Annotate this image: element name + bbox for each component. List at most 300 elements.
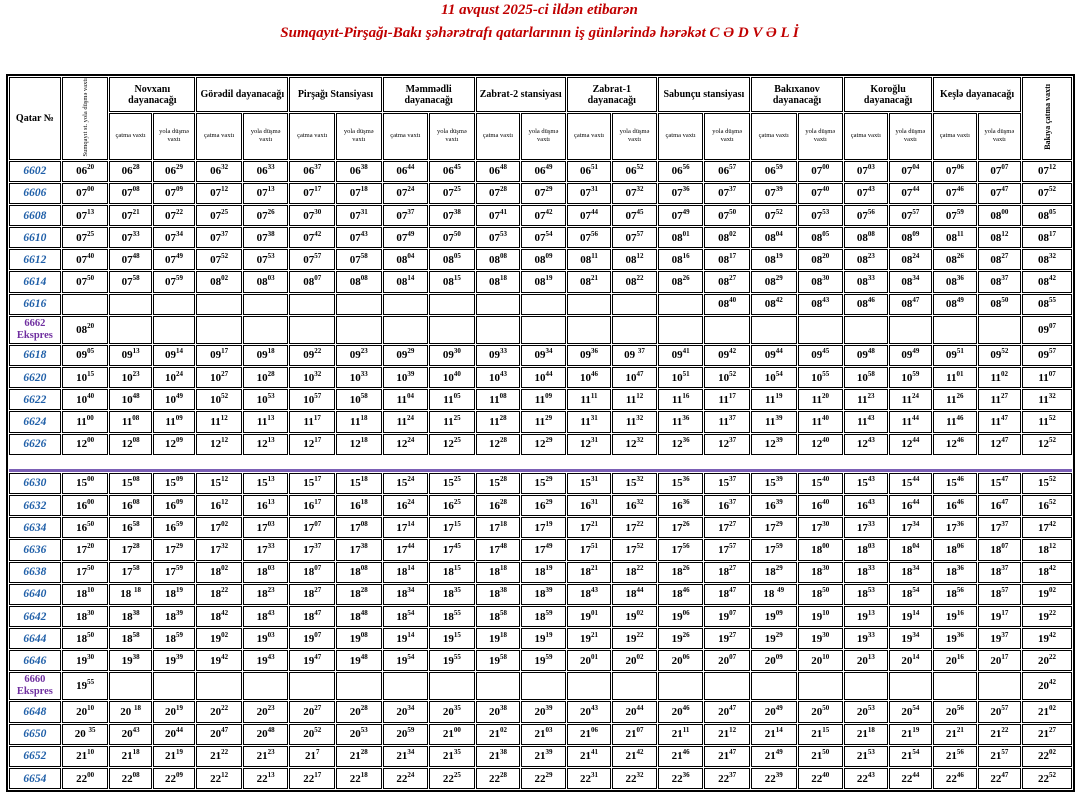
time-hour: 20 <box>210 706 222 719</box>
time-minute: 46 <box>682 748 690 757</box>
train-row <box>9 539 1072 560</box>
time-hour: 20 <box>856 706 868 719</box>
time-hour: 12 <box>1038 438 1050 451</box>
time-hour: 20 <box>764 654 776 667</box>
time-hour: 07 <box>210 187 222 200</box>
time-cell <box>844 183 888 204</box>
time-cell <box>289 539 335 560</box>
time-cell <box>289 411 335 432</box>
time-minute: 58 <box>867 369 875 378</box>
time-cell <box>336 562 382 583</box>
time-cell <box>751 316 797 344</box>
time-hour: 18 <box>121 632 133 645</box>
time-cell <box>383 495 429 516</box>
time-minute: 37 <box>314 541 322 550</box>
time-minute: 24 <box>407 185 415 194</box>
time-minute: 54 <box>912 704 920 713</box>
time-minute: 34 <box>912 564 920 573</box>
time-minute: 42 <box>1049 519 1057 528</box>
time-hour: 07 <box>718 209 730 222</box>
time-hour: 07 <box>488 209 500 222</box>
time-hour: 08 <box>625 276 637 289</box>
time-minute: 32 <box>636 414 644 423</box>
time-cell <box>844 249 888 270</box>
time-cell <box>612 584 657 605</box>
time-hour: 21 <box>945 728 957 741</box>
time-cell <box>153 434 195 455</box>
time-cell <box>933 227 977 248</box>
time-hour: 17 <box>488 543 500 556</box>
time-hour: 12 <box>256 438 268 451</box>
time-cell <box>567 539 612 560</box>
departure-subheader: yola düşmə vaxtı <box>978 113 1022 159</box>
time-hour: 07 <box>901 165 913 178</box>
time-hour: 08 <box>580 253 592 266</box>
time-minute: 43 <box>867 185 875 194</box>
train-number: 6660 Ekspres <box>9 672 61 700</box>
time-cell <box>978 345 1022 366</box>
time-minute: 02 <box>1049 586 1057 595</box>
time-hour: 09 <box>349 349 361 362</box>
time-cell <box>658 367 704 388</box>
time-cell <box>1022 562 1072 583</box>
time-cell <box>196 294 242 315</box>
time-hour: 08 <box>764 298 776 311</box>
time-cell <box>933 606 977 627</box>
time-cell <box>658 495 704 516</box>
time-cell <box>567 650 612 671</box>
time-minute: 13 <box>267 497 275 506</box>
time-cell <box>521 606 566 627</box>
time-minute: 24 <box>407 497 415 506</box>
time-cell <box>153 294 195 315</box>
time-hour: 21 <box>811 728 823 741</box>
time-hour: 12 <box>442 438 454 451</box>
time-minute: 08 <box>360 274 368 283</box>
time-cell <box>109 746 151 767</box>
time-minute: 29 <box>545 185 553 194</box>
time-minute: 17 <box>314 185 322 194</box>
time-hour: 19 <box>856 610 868 623</box>
time-minute: 47 <box>729 586 737 595</box>
time-cell <box>567 584 612 605</box>
train-row <box>9 183 1072 204</box>
time-hour: 07 <box>945 209 957 222</box>
time-hour: 19 <box>1038 610 1050 623</box>
time-cell <box>153 161 195 182</box>
time-minute: 36 <box>956 630 964 639</box>
time-hour: 19 <box>1038 588 1050 601</box>
time-minute: 12 <box>221 185 229 194</box>
time-cell <box>798 271 844 292</box>
time-hour: 19 <box>256 654 268 667</box>
time-minute: 52 <box>729 369 737 378</box>
train-row <box>9 562 1072 583</box>
time-hour: 10 <box>349 371 361 384</box>
time-cell <box>336 650 382 671</box>
time-minute: 13 <box>87 207 95 216</box>
time-minute: 28 <box>499 475 507 484</box>
time-hour: 12 <box>534 438 546 451</box>
time-minute: 37 <box>729 436 737 445</box>
time-cell <box>933 746 977 767</box>
time-hour: 10 <box>210 371 222 384</box>
time-cell <box>844 650 888 671</box>
time-hour: 20 <box>945 706 957 719</box>
time-cell <box>612 606 657 627</box>
time-hour: 07 <box>718 187 730 200</box>
time-minute: 50 <box>87 274 95 283</box>
train-number: 6632 <box>9 495 61 516</box>
time-cell <box>978 205 1022 226</box>
time-minute: 08 <box>132 770 140 779</box>
time-hour: 22 <box>349 772 361 785</box>
time-cell <box>1022 411 1072 432</box>
time-minute: 31 <box>591 770 599 779</box>
time-hour: 17 <box>349 543 361 556</box>
arrival-subheader: çatma vaxtı <box>109 113 151 159</box>
time-hour: 12 <box>671 438 683 451</box>
time-hour: 22 <box>165 772 177 785</box>
time-hour: 07 <box>534 209 546 222</box>
time-cell <box>751 227 797 248</box>
time-minute: 37 <box>1001 274 1009 283</box>
time-cell <box>751 294 797 315</box>
time-hour: 18 <box>349 610 361 623</box>
time-cell <box>109 495 151 516</box>
time-minute: 28 <box>267 369 275 378</box>
time-cell <box>844 294 888 315</box>
time-minute: 12 <box>1049 541 1057 550</box>
time-hour: 19 <box>671 632 683 645</box>
time-cell <box>889 495 933 516</box>
time-minute: 07 <box>1049 321 1057 330</box>
time-hour: 08 <box>946 231 958 244</box>
time-minute: 49 <box>176 251 184 260</box>
time-minute: 01 <box>591 652 599 661</box>
time-minute: 22 <box>221 586 229 595</box>
time-cell <box>153 249 195 270</box>
train-number: 6616 <box>9 294 61 315</box>
time-minute: 37 <box>728 414 736 423</box>
time-hour: 11 <box>165 416 176 429</box>
time-minute: 39 <box>775 185 783 194</box>
time-minute: 14 <box>912 608 920 617</box>
time-cell <box>798 724 844 745</box>
time-minute: 16 <box>682 251 690 260</box>
time-minute: 36 <box>956 519 964 528</box>
time-hour: 22 <box>580 772 592 785</box>
time-cell <box>844 205 888 226</box>
time-minute: 37 <box>1001 630 1009 639</box>
time-minute: 24 <box>912 251 920 260</box>
time-cell <box>289 161 335 182</box>
time-hour: 20 <box>764 706 776 719</box>
time-hour: 18 <box>990 588 1002 601</box>
time-cell <box>844 411 888 432</box>
time-hour: 12 <box>990 438 1002 451</box>
time-hour: 17 <box>580 521 592 534</box>
time-hour: 07 <box>580 231 592 244</box>
time-cell <box>889 294 933 315</box>
time-cell <box>196 411 242 432</box>
time-cell <box>1022 628 1072 649</box>
time-hour: 07 <box>396 231 408 244</box>
time-hour: 07 <box>121 231 133 244</box>
time-minute: 36 <box>956 274 964 283</box>
time-cell <box>62 183 109 204</box>
time-hour: 08 <box>256 276 268 289</box>
time-minute: 34 <box>912 274 920 283</box>
time-minute: 11 <box>590 391 598 400</box>
time-hour: 10 <box>121 393 133 406</box>
time-cell <box>383 539 429 560</box>
time-hour: 10 <box>256 393 268 406</box>
time-hour: 11 <box>671 416 683 429</box>
time-cell <box>978 606 1022 627</box>
time-minute: 55 <box>453 608 461 617</box>
time-hour: 18 <box>210 566 222 579</box>
time-hour: 07 <box>625 209 637 222</box>
time-minute: 46 <box>956 475 964 484</box>
time-cell <box>196 495 242 516</box>
time-minute: 54 <box>407 652 415 661</box>
time-minute: 18 <box>360 770 368 779</box>
train-row <box>9 517 1072 538</box>
time-hour: 06 <box>396 165 408 178</box>
time-minute: 56 <box>956 586 964 595</box>
time-hour: 10 <box>625 371 637 384</box>
time-hour: 12 <box>303 438 315 451</box>
time-minute: 32 <box>636 185 644 194</box>
time-minute: 50 <box>822 748 830 757</box>
time-minute: 15 <box>453 630 461 639</box>
time-minute: 28 <box>360 704 368 713</box>
time-hour: 18 <box>811 543 823 556</box>
time-minute: 54 <box>407 608 415 617</box>
time-minute: 42 <box>1049 678 1057 687</box>
train-number: 6662 Ekspres <box>9 316 61 344</box>
time-minute: 00 <box>87 770 95 779</box>
train-number: 6606 <box>9 183 61 204</box>
time-minute: 53 <box>267 391 275 400</box>
time-hour: 09 <box>210 349 222 362</box>
time-minute: 10 <box>87 586 95 595</box>
time-hour: 09 <box>121 349 133 362</box>
time-cell <box>153 473 195 494</box>
time-hour: 16 <box>534 499 546 512</box>
time-hour: 20 <box>1038 654 1050 667</box>
time-hour: 21 <box>580 750 592 763</box>
time-minute: 57 <box>1001 748 1009 757</box>
time-hour: 07 <box>210 253 222 266</box>
time-hour: 10 <box>76 371 88 384</box>
time-hour: 19 <box>76 680 88 693</box>
time-cell <box>844 517 888 538</box>
time-hour: 08 <box>856 231 868 244</box>
schedule-title: Sumqayıt-Pirşağı-Bakı şəhərətrafı qatarlarının iş günlərində hərəkət C Ə D V Ə L İ <box>280 25 799 41</box>
train-number: 6612 <box>9 249 61 270</box>
time-cell <box>243 672 289 700</box>
time-cell <box>658 434 704 455</box>
time-minute: 04 <box>912 541 920 550</box>
time-minute: 39 <box>176 608 184 617</box>
time-minute: 26 <box>682 630 690 639</box>
time-cell <box>243 227 289 248</box>
time-hour: 15 <box>671 477 683 490</box>
time-hour: 18 <box>671 566 683 579</box>
time-hour: 21 <box>121 750 133 763</box>
time-hour: 07 <box>811 209 823 222</box>
time-minute: 04 <box>407 251 415 260</box>
time-hour: 08 <box>901 231 913 244</box>
time-cell <box>978 724 1022 745</box>
time-hour: 21 <box>304 750 316 763</box>
time-minute: 17 <box>314 436 322 445</box>
time-hour: 11 <box>1038 393 1049 406</box>
time-minute: 57 <box>729 163 737 172</box>
time-cell <box>889 606 933 627</box>
time-hour: 20 <box>901 654 913 667</box>
time-hour: 09 <box>1038 323 1050 336</box>
time-cell <box>109 345 151 366</box>
time-minute: 02 <box>1001 369 1009 378</box>
time-cell <box>751 249 797 270</box>
time-cell <box>844 316 888 344</box>
time-hour: 17 <box>76 566 88 579</box>
station-header: Bakıxanov dayanacağı <box>751 77 843 112</box>
time-minute: 57 <box>1049 347 1057 356</box>
time-cell <box>429 411 475 432</box>
time-cell <box>289 434 335 455</box>
time-cell <box>243 628 289 649</box>
time-hour: 20 <box>165 728 177 741</box>
time-hour: 20 <box>945 654 957 667</box>
time-cell <box>751 628 797 649</box>
time-minute: 48 <box>499 163 507 172</box>
time-hour: 07 <box>396 187 408 200</box>
time-hour: 16 <box>580 499 592 512</box>
time-minute: 18 <box>360 436 368 445</box>
time-cell <box>383 628 429 649</box>
time-minute: 43 <box>267 608 275 617</box>
time-minute: 09 <box>176 770 184 779</box>
time-cell <box>567 768 612 789</box>
time-minute: 29 <box>545 770 553 779</box>
time-hour: 07 <box>945 187 957 200</box>
time-hour: 09 <box>856 349 868 362</box>
departure-subheader: yola düşmə vaxtı <box>612 113 657 159</box>
time-minute: 29 <box>545 475 553 484</box>
time-hour: 17 <box>442 543 454 556</box>
time-minute: 52 <box>1001 347 1009 356</box>
time-hour: 07 <box>303 209 315 222</box>
time-cell <box>1022 724 1072 745</box>
time-minute: 41 <box>682 347 690 356</box>
time-minute: 46 <box>956 770 964 779</box>
time-hour: 10 <box>76 393 88 406</box>
time-cell <box>153 183 195 204</box>
time-hour: 18 <box>718 566 730 579</box>
time-minute: 11 <box>682 726 690 735</box>
time-minute: 00 <box>87 436 95 445</box>
time-hour: 18 <box>165 632 177 645</box>
time-cell <box>109 294 151 315</box>
time-hour: 11 <box>901 416 913 429</box>
time-cell <box>289 768 335 789</box>
time-hour: 08 <box>396 276 408 289</box>
time-cell <box>153 562 195 583</box>
time-minute: 39 <box>545 704 553 713</box>
time-hour: 22 <box>671 772 683 785</box>
time-cell <box>429 316 475 344</box>
time-minute: 10 <box>822 652 830 661</box>
time-hour: 06 <box>165 165 177 178</box>
time-minute: 02 <box>221 274 229 283</box>
time-minute: 00 <box>1001 207 1009 216</box>
time-minute: 20 <box>87 541 95 550</box>
time-hour: 18 <box>856 588 868 601</box>
time-cell <box>612 183 657 204</box>
time-cell <box>658 768 704 789</box>
time-minute: 24 <box>176 369 184 378</box>
time-cell <box>521 701 566 722</box>
time-cell <box>933 434 977 455</box>
time-cell <box>429 650 475 671</box>
train-row <box>9 672 1072 700</box>
time-hour: 20 <box>856 654 868 667</box>
time-minute: 42 <box>729 347 737 356</box>
train-row <box>9 345 1072 366</box>
time-cell <box>751 161 797 182</box>
time-hour: 11 <box>901 393 913 406</box>
time-minute: 40 <box>822 414 829 423</box>
time-cell <box>1022 161 1072 182</box>
time-cell <box>658 227 704 248</box>
time-cell <box>751 389 797 410</box>
time-cell <box>704 294 750 315</box>
time-cell <box>243 294 289 315</box>
time-cell <box>243 205 289 226</box>
time-cell <box>196 701 242 722</box>
time-cell <box>521 672 566 700</box>
time-cell <box>612 701 657 722</box>
time-hour: 18 <box>442 588 454 601</box>
time-hour: 07 <box>256 231 268 244</box>
time-minute: 18 <box>133 704 141 713</box>
time-minute: 56 <box>867 207 875 216</box>
time-minute: 37 <box>1001 564 1009 573</box>
time-minute: 47 <box>729 704 737 713</box>
time-minute: 37 <box>407 207 415 216</box>
time-hour: 21 <box>811 750 823 763</box>
time-cell <box>429 161 475 182</box>
time-hour: 10 <box>856 371 868 384</box>
time-cell <box>243 539 289 560</box>
time-hour: 22 <box>764 772 776 785</box>
time-hour: 11 <box>990 393 1002 406</box>
time-minute: 49 <box>545 163 553 172</box>
time-hour: 19 <box>534 632 546 645</box>
time-cell <box>289 227 335 248</box>
time-cell <box>658 701 704 722</box>
time-minute: 43 <box>867 414 875 423</box>
time-hour: 19 <box>76 654 88 667</box>
time-hour: 08 <box>945 276 957 289</box>
arrival-subheader: çatma vaxtı <box>196 113 242 159</box>
time-hour: 08 <box>442 253 454 266</box>
time-minute: 08 <box>360 564 368 573</box>
